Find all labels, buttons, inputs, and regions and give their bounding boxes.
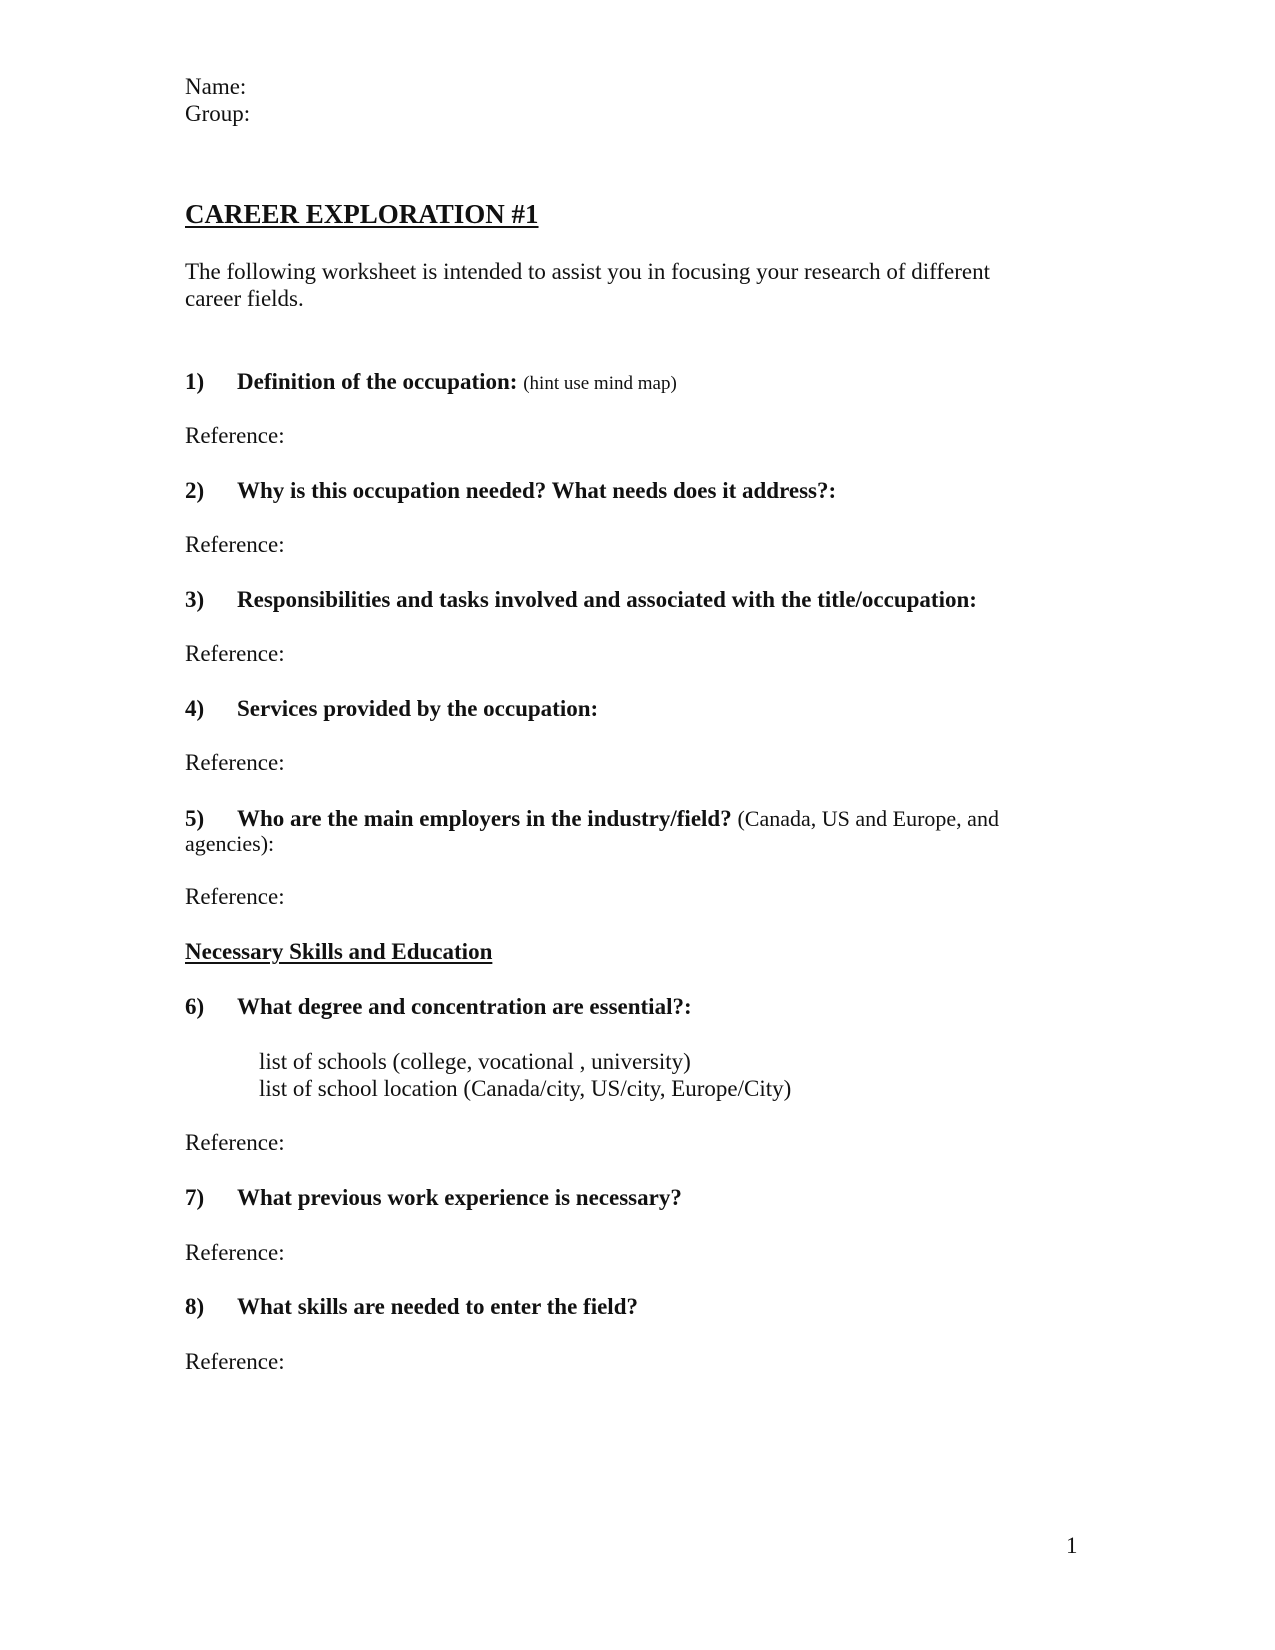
question-number: 4) [185, 696, 205, 721]
question-number: 5) [185, 806, 205, 831]
question-number: 1) [185, 369, 205, 394]
intro-line-1: The following worksheet is intended to assist you in focusing your research of different [185, 259, 991, 284]
question-8 [185, 1293, 638, 1321]
intro-line-2: career fields. [185, 286, 304, 311]
question-2 [185, 477, 836, 505]
question-5 [185, 805, 999, 833]
school-location-line: list of school location (Canada/city, US/city, Europe/City) [259, 1076, 792, 1101]
question-1 [185, 368, 677, 398]
question-7 [185, 1184, 682, 1212]
section-heading: Necessary Skills and Education [185, 939, 493, 964]
reference-label: Reference: [185, 1240, 285, 1265]
question-number: 8) [185, 1294, 205, 1319]
question-text: Why is this occupation needed? What needs does it address?: [237, 478, 837, 503]
name-label: Name: [185, 74, 247, 99]
question-text: Responsibilities and tasks involved and associated with the title/occupation: [237, 587, 977, 612]
question-number: 6) [185, 994, 205, 1019]
page-title: CAREER EXPLORATION #1 [185, 199, 539, 229]
question-number: 3) [185, 587, 205, 612]
question-hint: (hint use mind map) [523, 373, 677, 394]
question-text: What degree and concentration are essential?: [237, 994, 692, 1019]
school-list-line: list of schools (college, vocational , university) [259, 1049, 691, 1074]
reference-label: Reference: [185, 1349, 285, 1374]
question-text: Services provided by the occupation: [237, 696, 599, 721]
reference-label: Reference: [185, 750, 285, 775]
page-number: 1 [1066, 1533, 1078, 1558]
question-number: 7) [185, 1185, 205, 1210]
question-5-continuation: agencies): [185, 831, 275, 856]
question-4 [185, 695, 598, 723]
question-hint: (Canada, US and Europe, and [737, 806, 999, 831]
question-6 [185, 993, 692, 1021]
question-3 [185, 586, 977, 614]
reference-label: Reference: [185, 423, 285, 448]
question-number: 2) [185, 478, 205, 503]
reference-label: Reference: [185, 1130, 285, 1155]
group-label: Group: [185, 101, 251, 126]
question-text: Definition of the occupation: [237, 369, 518, 394]
question-text: Who are the main employers in the industry/field? [237, 806, 732, 831]
reference-label: Reference: [185, 884, 285, 909]
question-text: What skills are needed to enter the field? [237, 1294, 638, 1319]
question-text: What previous work experience is necessary? [237, 1185, 682, 1210]
reference-label: Reference: [185, 532, 285, 557]
reference-label: Reference: [185, 641, 285, 666]
